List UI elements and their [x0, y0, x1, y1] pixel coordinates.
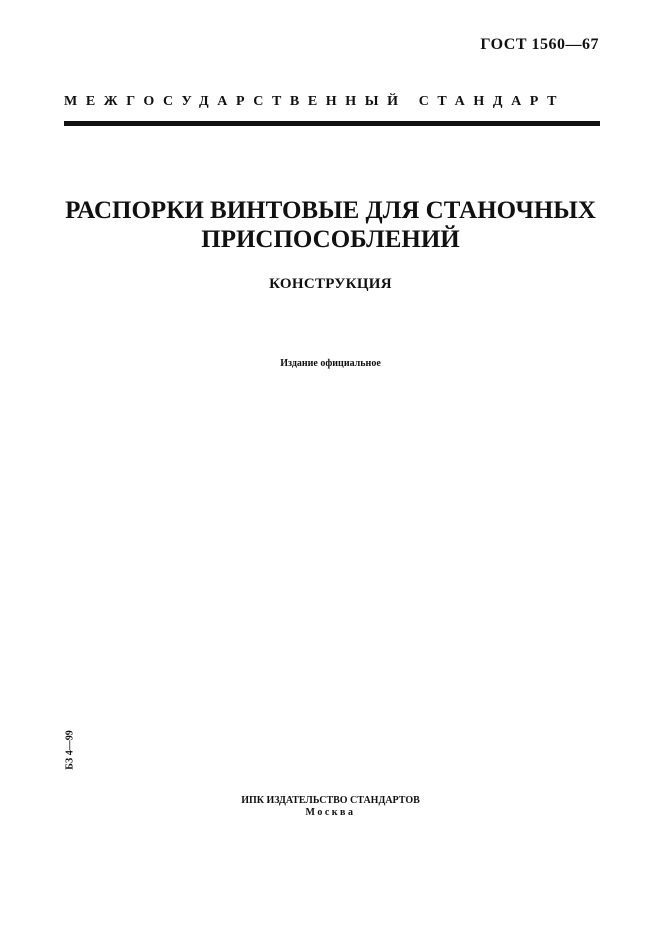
publisher-name: ИПК ИЗДАТЕЛЬСТВО СТАНДАРТОВ [241, 795, 420, 806]
publisher-city: Москва [305, 807, 356, 818]
document-code: ГОСТ 1560—67 [480, 36, 599, 53]
side-margin-code: БЗ 4—99 [64, 730, 76, 770]
title-line-2: ПРИСПОСОБЛЕНИЙ [201, 226, 460, 253]
title-line-1: РАСПОРКИ ВИНТОВЫЕ ДЛЯ СТАНОЧНЫХ [65, 197, 596, 224]
document-subtitle: КОНСТРУКЦИЯ [269, 276, 392, 292]
publisher-block [0, 795, 661, 819]
header-divider [64, 121, 600, 126]
document-title [0, 196, 661, 254]
edition-note: Издание официальное [280, 358, 381, 369]
standard-type-heading: МЕЖГОСУДАРСТВЕННЫЙ СТАНДАРТ [64, 94, 566, 109]
